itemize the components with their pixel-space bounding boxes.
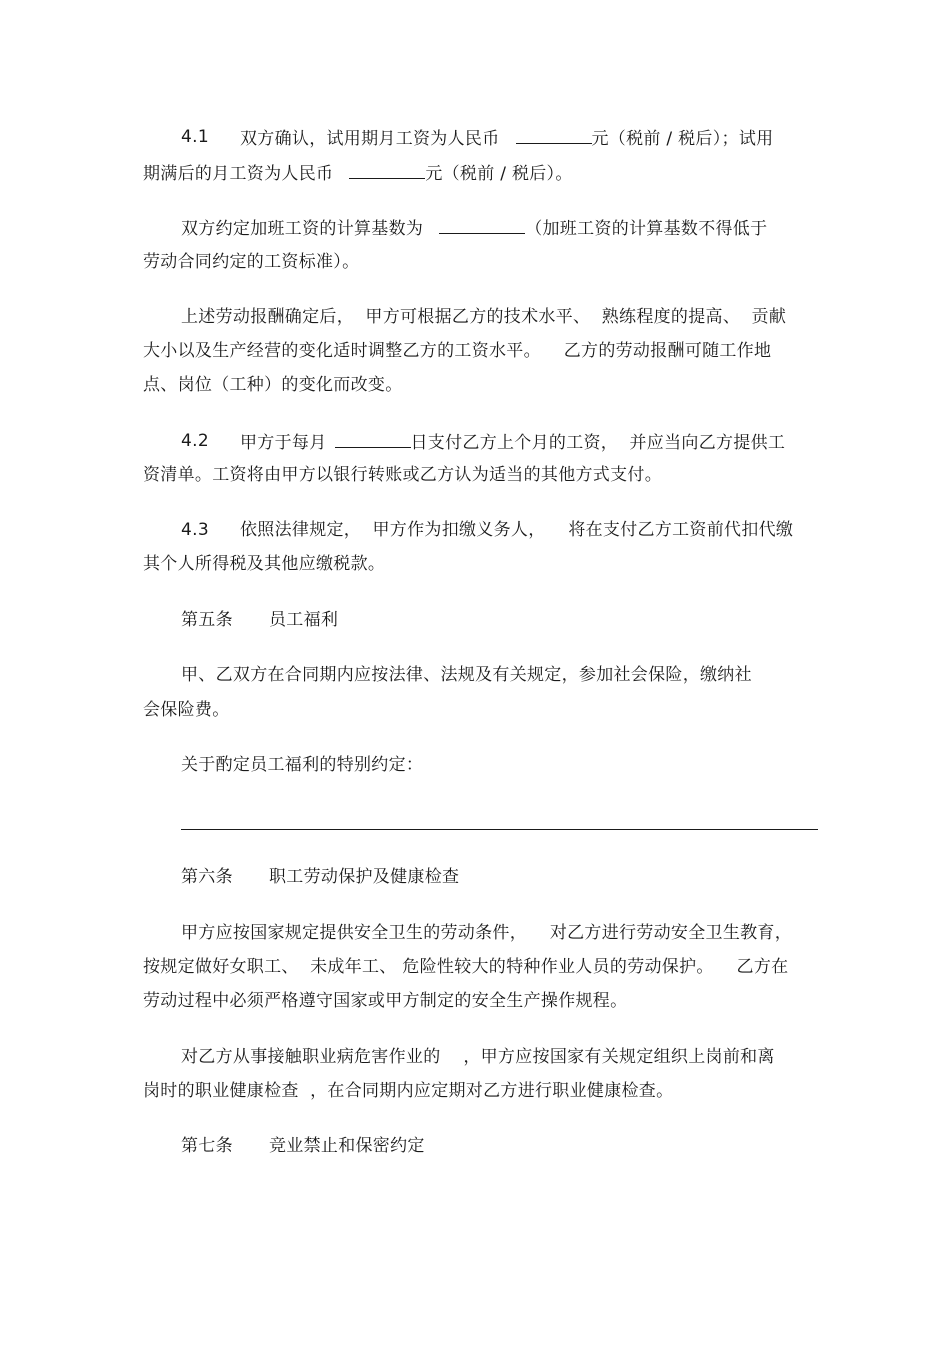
health-line1: 对乙方从事接触职业病危害作业的 ，甲方应按国家有关规定组织上岗前和离 <box>181 1047 775 1067</box>
article-5-number: 第五条 <box>181 610 233 630</box>
probation-salary-blank[interactable] <box>516 126 592 144</box>
welfare-special-label: 关于酌定员工福利的特别约定： <box>181 755 424 775</box>
article-6-number: 第六条 <box>181 867 233 887</box>
clause-4-1-text-d: 元（税前 / 税后）。 <box>425 164 573 184</box>
safety-line3: 劳动过程中必须严格遵守国家或甲方制定的安全生产操作规程。 <box>143 991 628 1011</box>
health-line2: 岗时的职业健康检查 ，在合同期内应定期对乙方进行职业健康检查。 <box>143 1081 674 1101</box>
overtime-text-b: （加班工资的计算基数不得低于 <box>525 219 768 239</box>
welfare-line2: 会保险费。 <box>143 700 230 720</box>
clause-4-1-text-b: 元（税前 / 税后）；试用 <box>591 129 774 149</box>
article-7-number: 第七条 <box>181 1136 233 1156</box>
adjust-line3: 点、岗位（工种）的变化而改变。 <box>143 375 403 395</box>
safety-line1: 甲方应按国家规定提供安全卫生的劳动条件， 对乙方进行劳动安全卫生教育， <box>181 923 793 943</box>
clause-4-1-text-c: 期满后的月工资为人民币 <box>143 164 334 184</box>
clause-4-1-line1 <box>240 126 773 150</box>
clause-4-2-line1 <box>240 430 785 454</box>
clause-4-2-text-b: 日支付乙方上个月的工资， 并应当向乙方提供工 <box>410 433 786 453</box>
welfare-special-blank-line[interactable] <box>181 829 818 830</box>
adjust-line1: 上述劳动报酬确定后， 甲方可根据乙方的技术水平、 熟练程度的提高、 贡献 <box>181 307 787 327</box>
safety-line2: 按规定做好女职工、 未成年工、 危险性较大的特种作业人员的劳动保护。 乙方在 <box>143 957 789 977</box>
overtime-base-blank[interactable] <box>439 216 525 234</box>
clause-4-1-number: 4.1 <box>181 127 209 147</box>
adjust-line2: 大小以及生产经营的变化适时调整乙方的工资水平。 乙方的劳动报酬可随工作地 <box>143 341 772 361</box>
clause-4-3-line2: 其个人所得税及其他应缴税款。 <box>143 554 386 574</box>
regular-salary-blank[interactable] <box>349 161 425 179</box>
overtime-text-a: 双方约定加班工资的计算基数为 <box>181 219 424 239</box>
pay-day-blank[interactable] <box>335 430 411 448</box>
clause-4-2-line2: 资清单。工资将由甲方以银行转账或乙方认为适当的其他方式支付。 <box>143 465 662 485</box>
clause-4-3-number: 4.3 <box>181 520 209 540</box>
overtime-line1 <box>181 216 767 240</box>
article-7-title: 竞业禁止和保密约定 <box>269 1136 425 1156</box>
article-6-title: 职工劳动保护及健康检查 <box>269 867 460 887</box>
overtime-line2: 劳动合同约定的工资标准）。 <box>143 252 360 272</box>
article-5-title: 员工福利 <box>269 610 339 630</box>
clause-4-1-line2 <box>143 161 573 185</box>
clause-4-2-text-a: 甲方于每月 <box>240 433 327 453</box>
welfare-line1: 甲、乙双方在合同期内应按法律、法规及有关规定，参加社会保险，缴纳社 <box>181 665 752 685</box>
clause-4-1-text-a: 双方确认，试用期月工资为人民币 <box>240 129 500 149</box>
clause-4-3-line1: 依照法律规定， 甲方作为扣缴义务人， 将在支付乙方工资前代扣代缴 <box>240 520 794 540</box>
clause-4-2-number: 4.2 <box>181 431 209 451</box>
